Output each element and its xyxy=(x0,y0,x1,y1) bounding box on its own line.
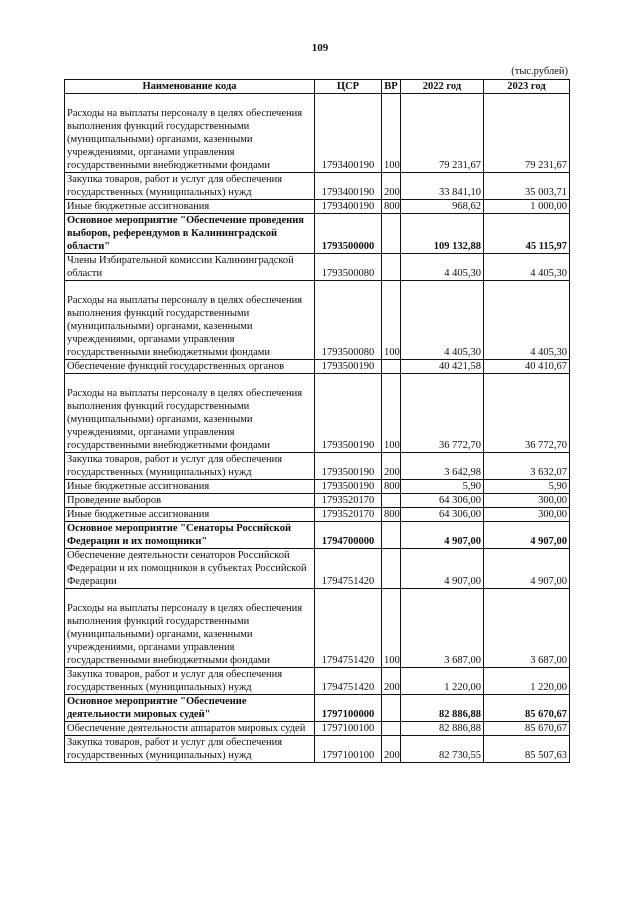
row-vr xyxy=(382,214,401,254)
table-row xyxy=(65,695,570,722)
row-vr: 800 xyxy=(382,200,401,214)
row-name-cell xyxy=(65,549,315,589)
header-2023: 2023 год xyxy=(484,80,570,94)
row-name-cell xyxy=(65,281,315,360)
row-name-cell xyxy=(65,173,315,200)
row-value-2023: 85 670,67 xyxy=(484,695,570,722)
row-name: Основное мероприятие "Сенаторы Российской Федерации и их помощники" xyxy=(67,523,291,547)
row-vr: 800 xyxy=(382,508,401,522)
row-name: Иные бюджетные ассигнования xyxy=(67,481,210,492)
row-vr: 800 xyxy=(382,480,401,494)
table-header-row xyxy=(65,80,570,94)
row-name-cell xyxy=(65,494,315,508)
row-value-2023: 79 231,67 xyxy=(484,94,570,173)
table-row xyxy=(65,522,570,549)
row-name-cell xyxy=(65,668,315,695)
table-row xyxy=(65,214,570,254)
row-vr: 200 xyxy=(382,453,401,480)
row-value-2023: 300,00 xyxy=(484,508,570,522)
row-value-2023: 85 670,67 xyxy=(484,722,570,736)
row-vr xyxy=(382,360,401,374)
row-value-2022: 82 886,88 xyxy=(401,695,484,722)
row-vr: 100 xyxy=(382,281,401,360)
table-row xyxy=(65,736,570,763)
row-vr: 200 xyxy=(382,736,401,763)
table-body xyxy=(65,94,570,763)
row-value-2023: 5,90 xyxy=(484,480,570,494)
row-vr xyxy=(382,695,401,722)
row-name: Основное мероприятие "Обеспечение проведения выборов, референдумов в Калининградской области" xyxy=(67,215,304,252)
row-vr xyxy=(382,494,401,508)
row-name: Иные бюджетные ассигнования xyxy=(67,509,210,520)
row-value-2023: 4 907,00 xyxy=(484,522,570,549)
row-value-2023: 4 405,30 xyxy=(484,281,570,360)
row-value-2023: 3 687,00 xyxy=(484,589,570,668)
row-value-2023: 3 632,07 xyxy=(484,453,570,480)
row-name: Обеспечение функций государственных органов xyxy=(67,361,285,372)
row-csr: 1793500080 xyxy=(315,281,382,360)
row-csr: 1793520170 xyxy=(315,494,382,508)
table-row xyxy=(65,508,570,522)
row-name-cell xyxy=(65,94,315,173)
budget-table xyxy=(64,79,570,763)
row-value-2022: 79 231,67 xyxy=(401,94,484,173)
row-name-cell xyxy=(65,508,315,522)
row-csr: 1797100000 xyxy=(315,695,382,722)
row-name-cell xyxy=(65,522,315,549)
row-value-2023: 40 410,67 xyxy=(484,360,570,374)
header-csr: ЦСР xyxy=(315,80,382,94)
row-value-2022: 82 886,88 xyxy=(401,722,484,736)
row-name: Закупка товаров, работ и услуг для обеспечения государственных (муниципальных) нужд xyxy=(67,454,283,478)
row-csr: 1797100100 xyxy=(315,722,382,736)
row-csr: 1793500080 xyxy=(315,254,382,281)
row-vr: 100 xyxy=(382,374,401,453)
row-value-2023: 300,00 xyxy=(484,494,570,508)
row-vr: 100 xyxy=(382,589,401,668)
row-vr xyxy=(382,254,401,281)
row-csr: 1793500190 xyxy=(315,374,382,453)
row-value-2022: 109 132,88 xyxy=(401,214,484,254)
row-value-2023: 35 003,71 xyxy=(484,173,570,200)
row-csr: 1793500190 xyxy=(315,360,382,374)
row-name-cell xyxy=(65,589,315,668)
row-name-cell xyxy=(65,254,315,281)
row-vr xyxy=(382,522,401,549)
row-name-cell xyxy=(65,200,315,214)
row-value-2023: 4 405,30 xyxy=(484,254,570,281)
row-csr: 1794751420 xyxy=(315,668,382,695)
table-row xyxy=(65,360,570,374)
row-vr: 200 xyxy=(382,668,401,695)
header-vr: ВР xyxy=(382,80,401,94)
row-csr: 1793400190 xyxy=(315,173,382,200)
row-value-2023: 1 000,00 xyxy=(484,200,570,214)
row-name-cell xyxy=(65,722,315,736)
table-row xyxy=(65,200,570,214)
table-row xyxy=(65,480,570,494)
table-row xyxy=(65,374,570,453)
row-value-2022: 3 642,98 xyxy=(401,453,484,480)
row-value-2022: 1 220,00 xyxy=(401,668,484,695)
row-value-2022: 5,90 xyxy=(401,480,484,494)
row-name-cell xyxy=(65,736,315,763)
row-name: Иные бюджетные ассигнования xyxy=(67,201,210,212)
row-csr: 1793500190 xyxy=(315,453,382,480)
row-name: Расходы на выплаты персоналу в целях обеспечения выполнения функций государственными (муниципальными) органами, казенными учреждениями, органами управления государственными внебюджетными фондами xyxy=(67,388,303,451)
table-row xyxy=(65,549,570,589)
row-value-2023: 45 115,97 xyxy=(484,214,570,254)
page-number: 109 xyxy=(311,42,329,54)
row-name: Члены Избирательной комиссии Калининградской области xyxy=(67,255,294,279)
row-name-cell xyxy=(65,374,315,453)
row-csr: 1794700000 xyxy=(315,522,382,549)
row-value-2022: 968,62 xyxy=(401,200,484,214)
table-row xyxy=(65,668,570,695)
row-name-cell xyxy=(65,453,315,480)
row-name: Расходы на выплаты персоналу в целях обеспечения выполнения функций государственными (муниципальными) органами, казенными учреждениями, органами управления государственными внебюджетными фондами xyxy=(67,108,303,171)
header-name: Наименование кода xyxy=(65,80,315,94)
row-name: Расходы на выплаты персоналу в целях обеспечения выполнения функций государственными (муниципальными) органами, казенными учреждениями, органами управления государственными внебюджетными фондами xyxy=(67,295,303,358)
row-value-2022: 33 841,10 xyxy=(401,173,484,200)
row-value-2022: 4 405,30 xyxy=(401,281,484,360)
row-vr xyxy=(382,549,401,589)
row-value-2022: 36 772,70 xyxy=(401,374,484,453)
row-name: Закупка товаров, работ и услуг для обеспечения государственных (муниципальных) нужд xyxy=(67,669,283,693)
row-name: Закупка товаров, работ и услуг для обеспечения государственных (муниципальных) нужд xyxy=(67,737,283,761)
row-name: Основное мероприятие "Обеспечение деятельности мировых судей" xyxy=(67,696,247,720)
table-row xyxy=(65,281,570,360)
table-row xyxy=(65,254,570,281)
row-value-2022: 4 907,00 xyxy=(401,549,484,589)
table-row xyxy=(65,589,570,668)
row-name-cell xyxy=(65,360,315,374)
row-value-2022: 4 907,00 xyxy=(401,522,484,549)
row-csr: 1793520170 xyxy=(315,508,382,522)
row-value-2023: 85 507,63 xyxy=(484,736,570,763)
row-csr: 1797100100 xyxy=(315,736,382,763)
row-name: Обеспечение деятельности аппаратов мировых судей xyxy=(67,723,306,734)
table-row xyxy=(65,722,570,736)
row-value-2022: 64 306,00 xyxy=(401,494,484,508)
row-csr: 1794751420 xyxy=(315,589,382,668)
row-csr: 1793400190 xyxy=(315,200,382,214)
row-value-2023: 36 772,70 xyxy=(484,374,570,453)
row-name: Проведение выборов xyxy=(67,495,162,506)
row-name-cell xyxy=(65,695,315,722)
header-2022: 2022 год xyxy=(401,80,484,94)
row-value-2023: 1 220,00 xyxy=(484,668,570,695)
row-value-2022: 4 405,30 xyxy=(401,254,484,281)
row-vr xyxy=(382,722,401,736)
table-row xyxy=(65,173,570,200)
row-name: Закупка товаров, работ и услуг для обеспечения государственных (муниципальных) нужд xyxy=(67,174,283,198)
row-value-2022: 82 730,55 xyxy=(401,736,484,763)
row-value-2022: 40 421,58 xyxy=(401,360,484,374)
row-name: Обеспечение деятельности сенаторов Российской Федерации и их помощников в субъектах Российской Федерации xyxy=(67,550,307,587)
row-value-2022: 64 306,00 xyxy=(401,508,484,522)
row-csr: 1793400190 xyxy=(315,94,382,173)
row-vr: 100 xyxy=(382,94,401,173)
row-name-cell xyxy=(65,214,315,254)
row-value-2023: 4 907,00 xyxy=(484,549,570,589)
row-csr: 1793500190 xyxy=(315,480,382,494)
table-row xyxy=(65,494,570,508)
table-row xyxy=(65,94,570,173)
row-value-2022: 3 687,00 xyxy=(401,589,484,668)
row-vr: 200 xyxy=(382,173,401,200)
row-name: Расходы на выплаты персоналу в целях обеспечения выполнения функций государственными (муниципальными) органами, казенными учреждениями, органами управления государственными внебюджетными фондами xyxy=(67,603,303,666)
row-csr: 1794751420 xyxy=(315,549,382,589)
table-row xyxy=(65,453,570,480)
units-label: (тыс.рублей) xyxy=(511,66,568,77)
row-csr: 1793500000 xyxy=(315,214,382,254)
row-name-cell xyxy=(65,480,315,494)
